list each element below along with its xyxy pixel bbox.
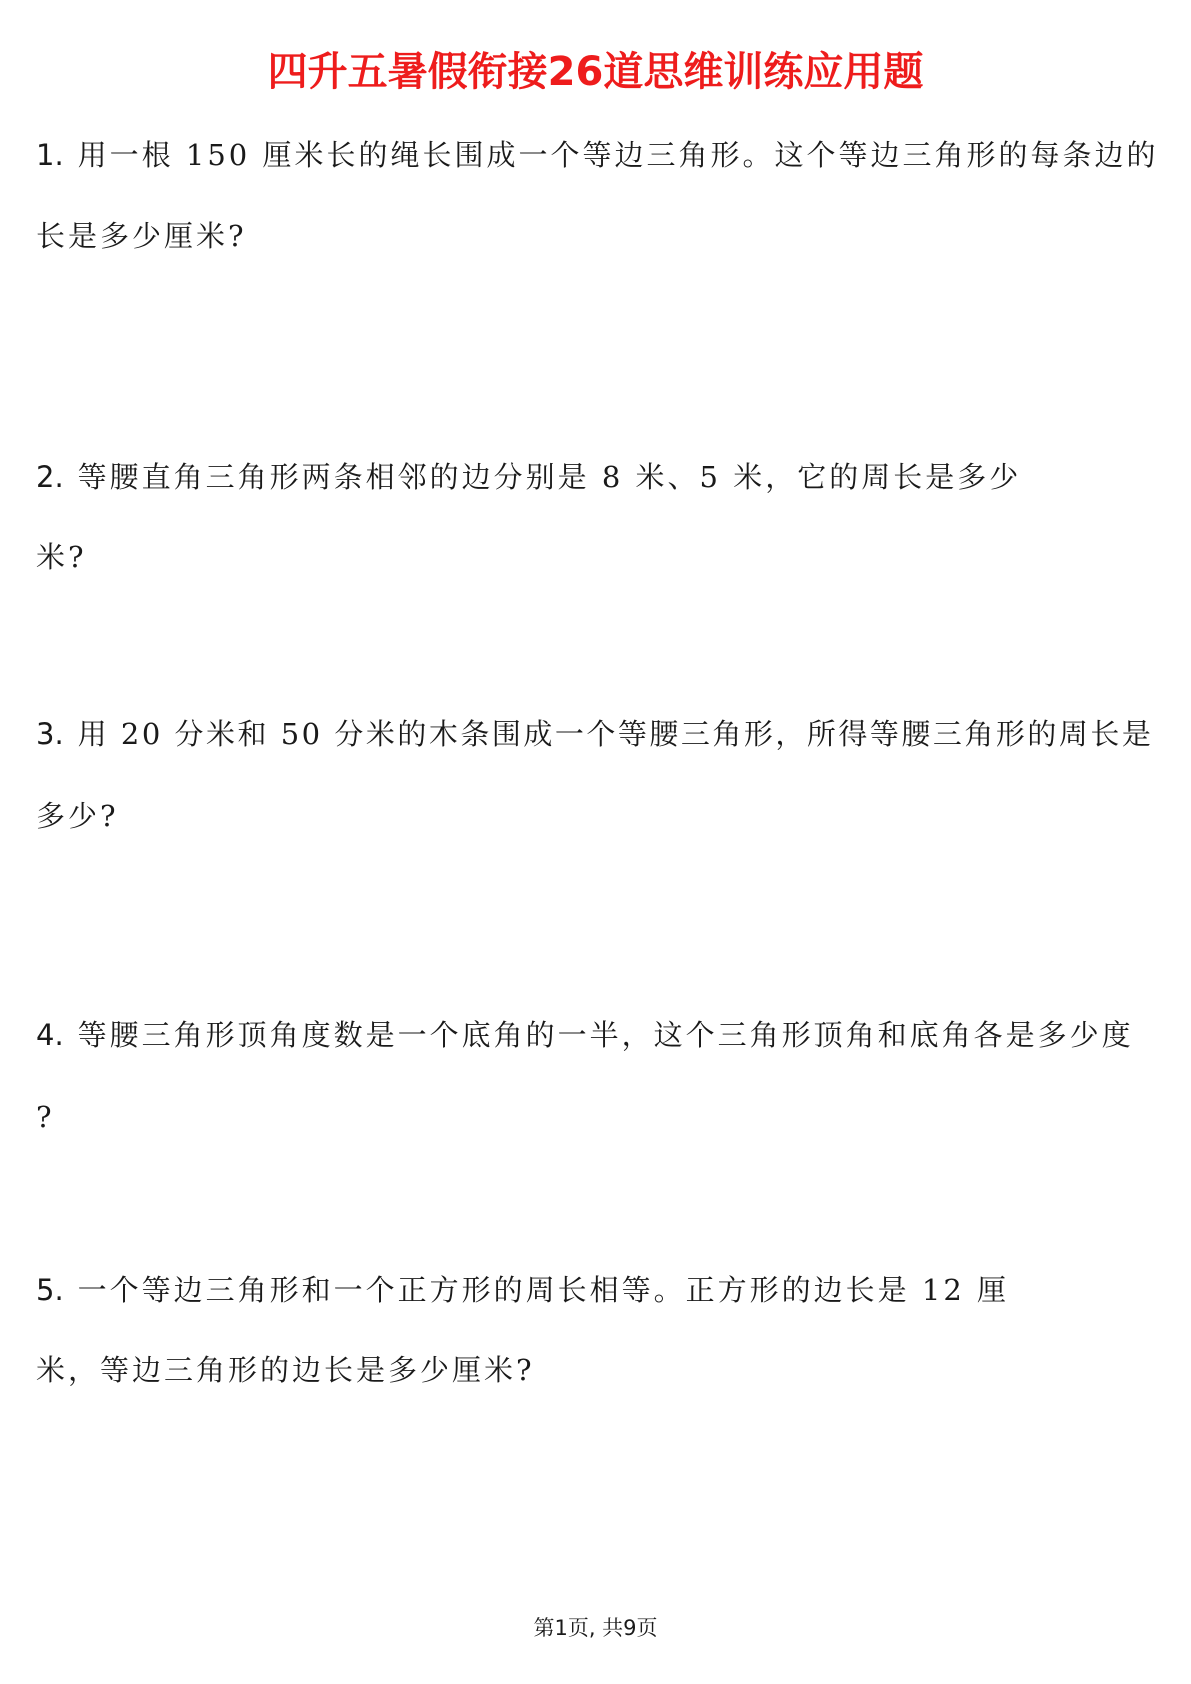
- question-1-line-1: [36, 135, 1158, 175]
- question-1-line-2: 长是多少厘米?: [36, 219, 247, 253]
- question-3-line-1: [36, 714, 1153, 754]
- question-4-line-1: [36, 1015, 1134, 1055]
- question-5-line-2: 米，等边三角形的边长是多少厘米?: [36, 1353, 535, 1387]
- question-text: 一个等边三角形和一个正方形的周长相等。正方形的边长是 12 厘: [77, 1273, 1010, 1307]
- question-number: 4.: [36, 1018, 64, 1052]
- question-2-line-2: 米?: [36, 540, 87, 574]
- question-number: 3.: [36, 717, 64, 751]
- question-number: 1.: [36, 138, 64, 172]
- question-text: 等腰直角三角形两条相邻的边分别是 8 米、5 米，它的周长是多少: [77, 460, 1022, 494]
- question-number: 5.: [36, 1273, 64, 1307]
- question-text: 等腰三角形顶角度数是一个底角的一半，这个三角形顶角和底角各是多少度: [77, 1018, 1134, 1052]
- page-number: 第1页, 共9页: [533, 1616, 658, 1640]
- question-3-line-2: 多少?: [36, 799, 119, 833]
- question-number: 2.: [36, 460, 64, 494]
- question-2-line-1: [36, 457, 1021, 497]
- document-title: 四升五暑假衔接26道思维训练应用题: [267, 49, 924, 95]
- question-text: 用一根 150 厘米长的绳长围成一个等边三角形。这个等边三角形的每条边的: [77, 138, 1159, 172]
- question-text: 用 20 分米和 50 分米的木条围成一个等腰三角形，所得等腰三角形的周长是: [77, 717, 1154, 751]
- question-4-line-2: ?: [36, 1100, 55, 1134]
- question-5-line-1: [36, 1270, 1009, 1310]
